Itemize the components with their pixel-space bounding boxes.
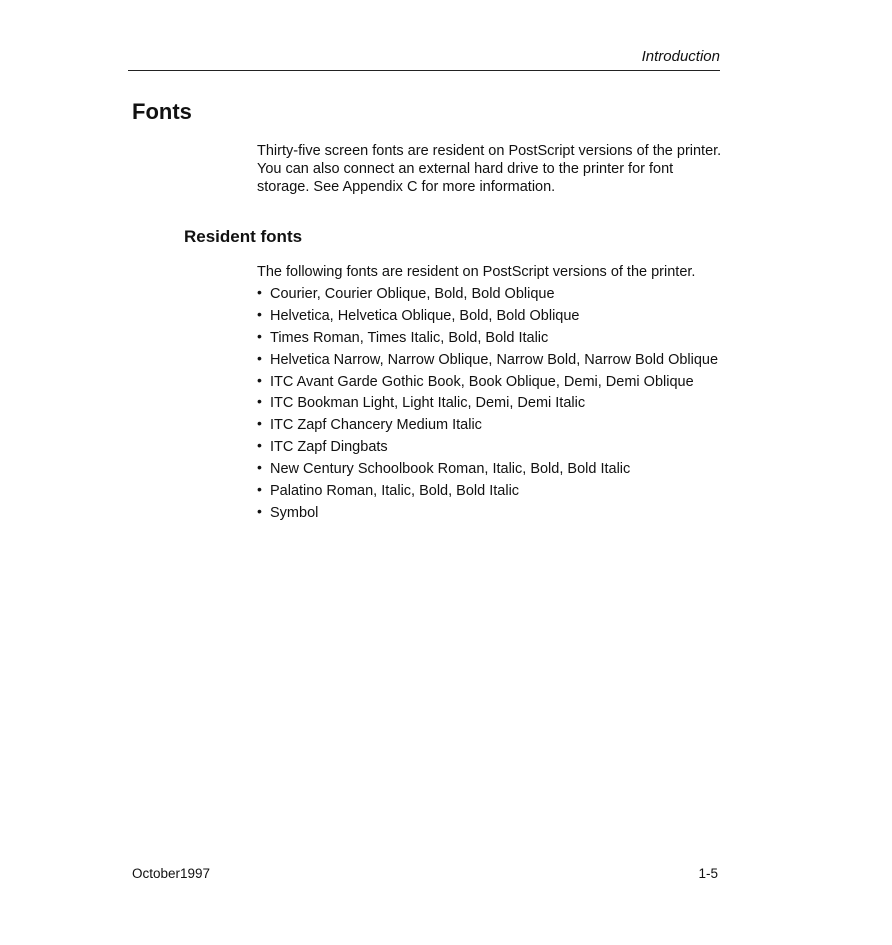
list-item bbox=[257, 482, 718, 504]
section-title: Fonts bbox=[132, 99, 192, 124]
bullet-icon: • bbox=[257, 415, 262, 432]
list-item bbox=[257, 285, 718, 307]
list-item-text: ITC Avant Garde Gothic Book, Book Oblique, Demi, Demi Oblique bbox=[270, 373, 694, 390]
bullet-icon: • bbox=[257, 284, 262, 300]
subsection-lead-paragraph: The following fonts are resident on PostScript versions of the printer. bbox=[257, 264, 696, 280]
list-item-text: ITC Zapf Chancery Medium Italic bbox=[270, 417, 482, 434]
list-item bbox=[257, 329, 718, 351]
bullet-icon: • bbox=[257, 502, 262, 519]
list-item-text: Helvetica, Helvetica Oblique, Bold, Bold Oblique bbox=[270, 307, 580, 324]
list-item bbox=[257, 460, 718, 482]
list-item-text: New Century Schoolbook Roman, Italic, Bold, Bold Italic bbox=[270, 461, 631, 478]
list-item bbox=[257, 351, 718, 373]
subsection-title: Resident fonts bbox=[184, 227, 303, 246]
resident-font-list bbox=[257, 285, 718, 526]
section-intro-paragraph: Thirty-five screen fonts are resident on PostScript versions of the printer. You can also connect an external hard drive to the printer for font storage. See Appendix C for more information. bbox=[257, 143, 722, 195]
list-item bbox=[257, 394, 718, 416]
list-item bbox=[257, 416, 718, 438]
bullet-icon: • bbox=[257, 481, 262, 498]
list-item-text: ITC Zapf Dingbats bbox=[270, 439, 388, 456]
bullet-icon: • bbox=[257, 371, 262, 388]
list-item bbox=[257, 438, 718, 460]
list-item-text: Palatino Roman, Italic, Bold, Bold Italic bbox=[270, 483, 520, 500]
footer-date: October1997 bbox=[132, 866, 211, 881]
list-item bbox=[257, 307, 718, 329]
list-item-text: ITC Bookman Light, Light Italic, Demi, Demi Italic bbox=[270, 395, 586, 412]
list-item-text: Helvetica Narrow, Narrow Oblique, Narrow Bold, Narrow Bold Oblique bbox=[270, 351, 719, 368]
bullet-icon: • bbox=[257, 393, 262, 410]
bullet-icon: • bbox=[257, 437, 262, 454]
running-header bbox=[128, 46, 720, 71]
running-header-title: Introduction bbox=[641, 48, 720, 65]
list-item-text: Symbol bbox=[270, 504, 319, 521]
list-item bbox=[257, 504, 718, 526]
list-item-text: Courier, Courier Oblique, Bold, Bold Oblique bbox=[270, 286, 555, 302]
list-item-text: Times Roman, Times Italic, Bold, Bold Italic bbox=[270, 329, 549, 346]
footer-page-number: 1-5 bbox=[698, 866, 718, 881]
bullet-icon: • bbox=[257, 349, 262, 366]
list-item bbox=[257, 373, 718, 395]
bullet-icon: • bbox=[257, 327, 262, 344]
bullet-icon: • bbox=[257, 459, 262, 476]
bullet-icon: • bbox=[257, 305, 262, 322]
